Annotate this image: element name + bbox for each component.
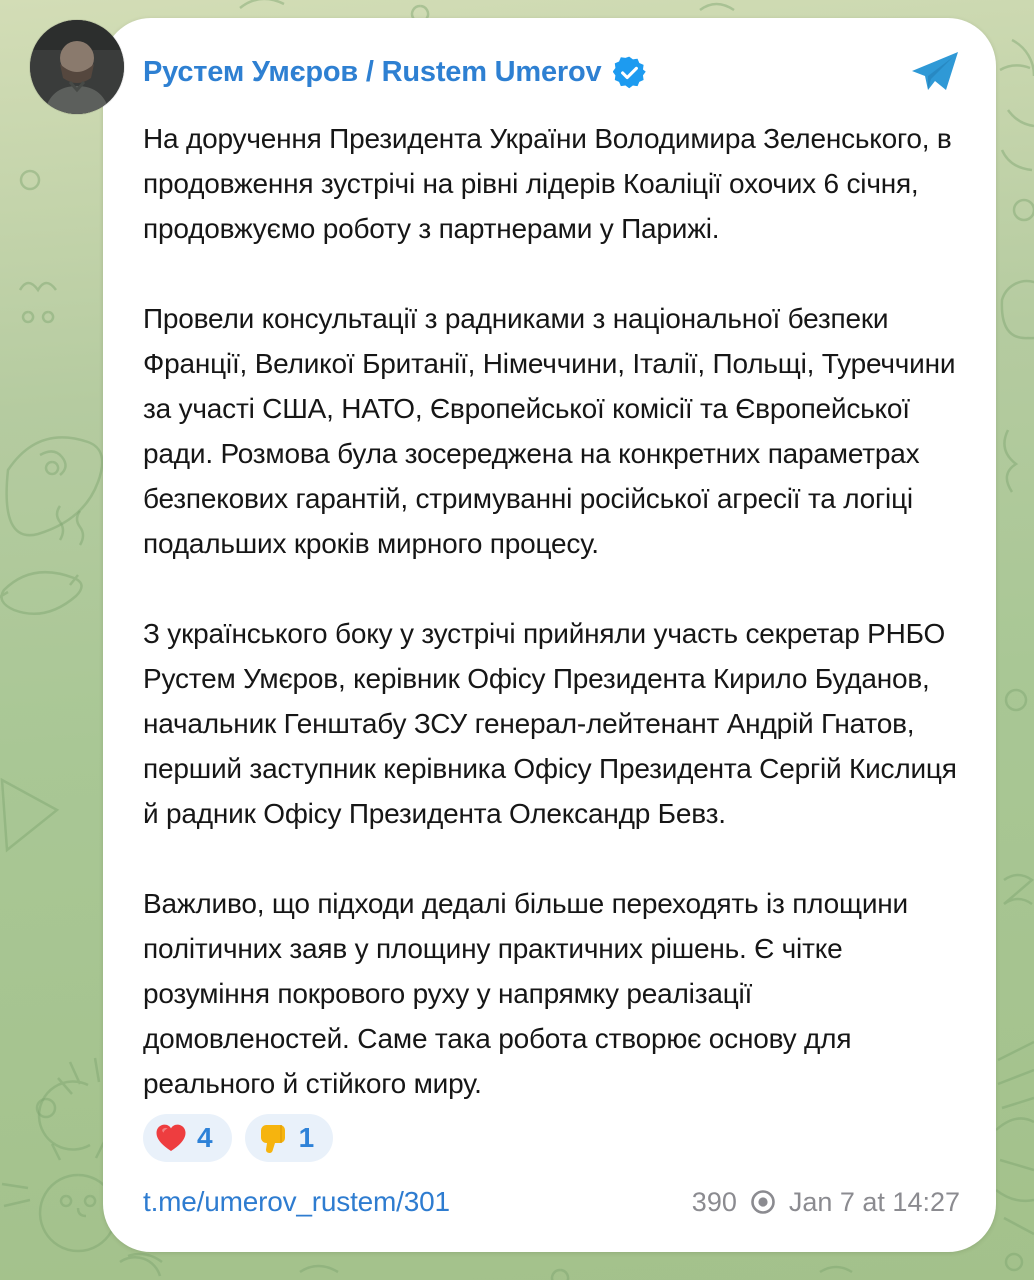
post-paragraph: З українського боку у зустрічі прийняли участь секретар РНБО Рустем Умєров, керівник Офісу Президента Кирило Буданов, начальник Генштабу ЗСУ генерал-лейтенант Андрій Гнатов, перший заступник керівника Офісу Президента Сергій Кислиця й радник Офісу Президента Олександр Бевз. [143, 618, 957, 829]
post-paragraph: Важливо, що підходи дедалі більше переходять із площини політичних заяв у площину практичних рішень. Є чітке розуміння покрового руху у напрямку реалізації домовленостей. Саме така робота створює основу для реального й стійкого миру. [143, 888, 908, 1099]
views-count: 390 [691, 1186, 737, 1217]
views-eye-icon [749, 1188, 777, 1216]
post-header [143, 42, 960, 94]
reaction-heart-count: 4 [197, 1122, 213, 1153]
telegram-plane-icon[interactable] [910, 50, 960, 94]
post-permalink[interactable]: t.me/umerov_rustem/301 [143, 1186, 450, 1217]
thumbs-down-emoji-icon [256, 1121, 290, 1155]
post-footer [143, 1186, 960, 1218]
post-text [143, 116, 960, 1106]
channel-avatar[interactable] [30, 20, 124, 114]
avatar-person-silhouette [30, 20, 124, 114]
telegram-post-card [103, 18, 996, 1252]
reaction-heart-pill[interactable] [143, 1114, 232, 1162]
verified-badge-icon [613, 56, 646, 89]
reaction-thumbs-down-count: 1 [298, 1122, 315, 1153]
channel-name[interactable]: Рустем Умєров / Rustem Umerov [143, 56, 602, 88]
post-paragraph: Провели консультації з радниками з національної безпеки Франції, Великої Британії, Німеччини, Італії, Польщі, Туреччини за участі США, НАТО, Європейської комісії та Європейської ради. Розмова була зосереджена на конкретних параметрах безпекових гарантій, стримуванні російської агресії та логіці подальших кроків мирного процесу. [143, 303, 956, 559]
reactions-row [143, 1114, 960, 1162]
reaction-thumbs-down-pill[interactable] [245, 1114, 334, 1162]
red-heart-emoji-icon [154, 1121, 188, 1155]
post-date: Jan 7 at 14:27 [788, 1186, 960, 1217]
post-meta [692, 1187, 960, 1218]
post-paragraph: На доручення Президента України Володимира Зеленського, в продовження зустрічі на рівні лідерів Коаліції охочих 6 січня, продовжуємо роботу з партнерами у Парижі. [143, 123, 952, 244]
